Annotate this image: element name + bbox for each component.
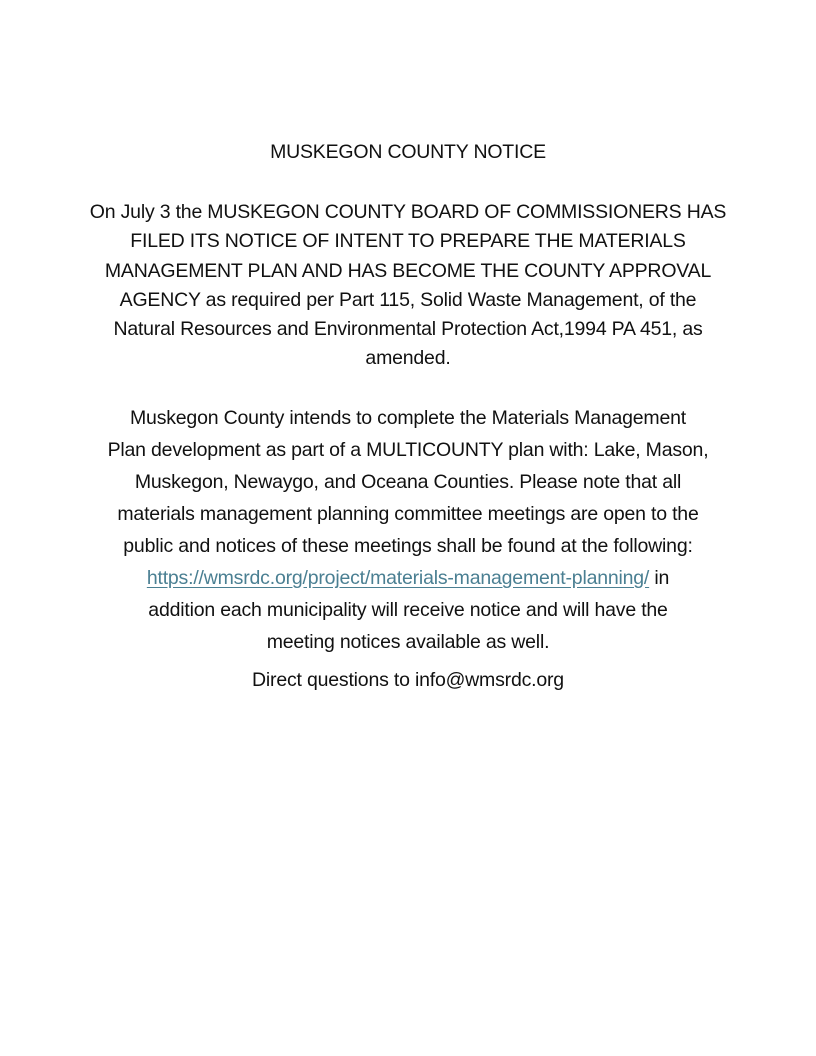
paragraph-line: On July 3 the MUSKEGON COUNTY BOARD OF COMMISSIONERS HAS (89, 201, 727, 223)
paragraph-line: Plan development as part of a MULTICOUNTY plan with: Lake, Mason, (107, 439, 709, 461)
contact-line: Direct questions to info@wmsrdc.org (252, 669, 564, 691)
paragraph-line: FILED ITS NOTICE OF INTENT TO PREPARE THE MATERIALS (130, 230, 686, 253)
notice-paragraph-intent (40, 198, 776, 374)
paragraph-line: Natural Resources and Environmental Protection Act,1994 PA 451, as (113, 318, 703, 341)
paragraph-line: meeting notices available as well. (266, 631, 550, 653)
paragraph-line: Muskegon County intends to complete the Materials Management (130, 407, 686, 429)
materials-planning-link[interactable]: https://wmsrdc.org/project/materials-management-planning/ (146, 567, 650, 589)
notice-title: MUSKEGON COUNTY NOTICE (270, 141, 546, 163)
paragraph-line: public and notices of these meetings shall be found at the following: (123, 535, 693, 557)
paragraph-line (40, 562, 776, 594)
notice-paragraph-multicounty (40, 402, 776, 658)
paragraph-line: Muskegon, Newaygo, and Oceana Counties. Please note that all (134, 471, 682, 493)
paragraph-line: AGENCY as required per Part 115, Solid Waste Management, of the (119, 288, 697, 311)
paragraph-line: amended. (365, 347, 451, 370)
link-suffix: in (649, 567, 670, 589)
paragraph-line: addition each municipality will receive notice and will have the (148, 599, 668, 621)
paragraph-line: MANAGEMENT PLAN AND HAS BECOME THE COUNTY APPROVAL (104, 259, 712, 282)
paragraph-line: materials management planning committee meetings are open to the (117, 503, 699, 525)
